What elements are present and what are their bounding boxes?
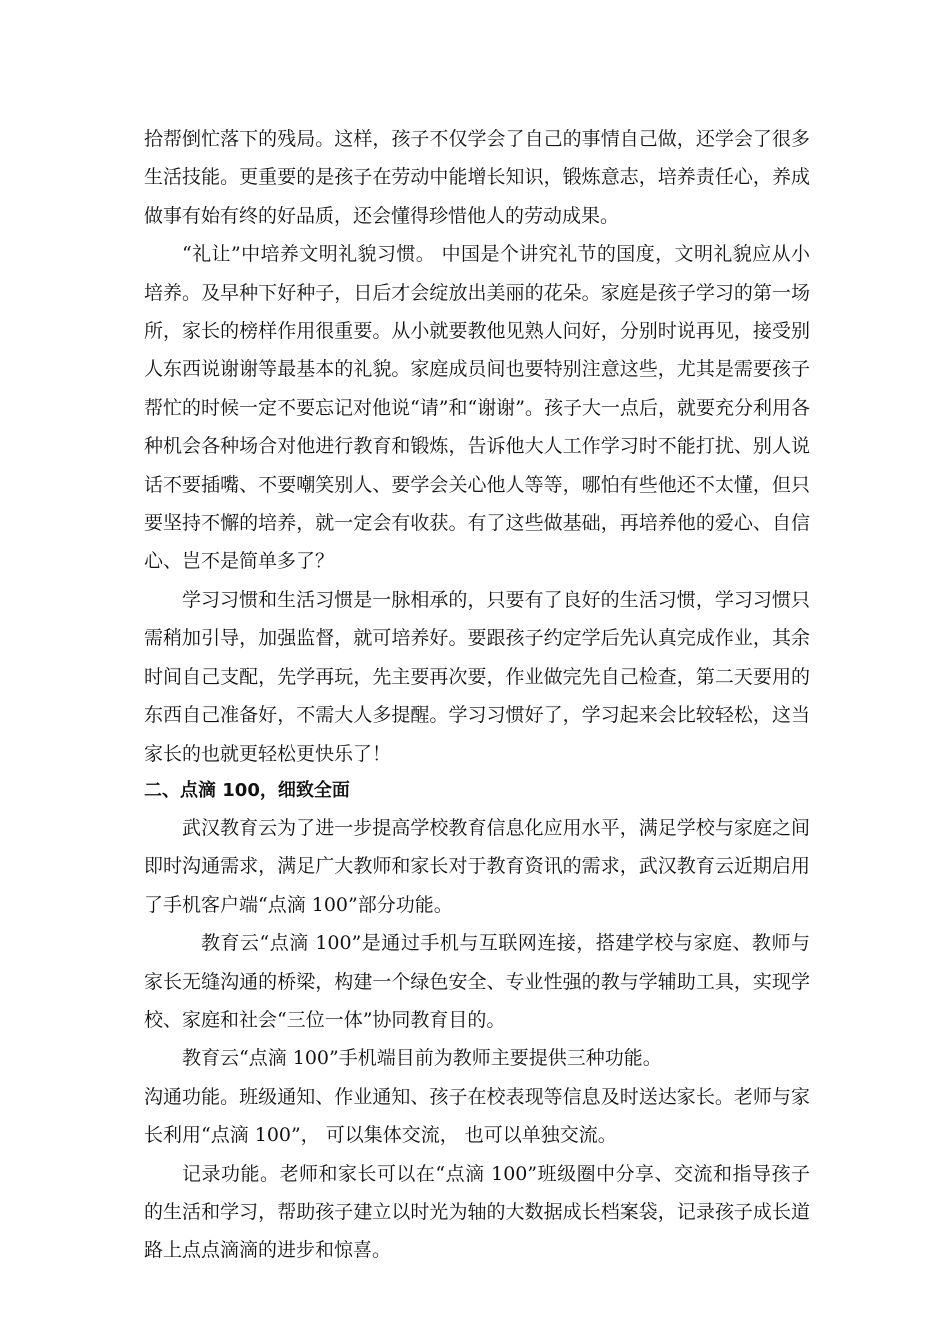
paragraph-dianti100-intro: 教育云“点滴 100”是通过手机与互联网连接，搭建学校与家庭、教师与家长无缝沟通的桥梁，构建一个绿色安全、专业性强的教与学辅助工具，实现学校、家庭和社会“三位一体”协同教育目的。 (144, 932, 810, 1031)
section-heading: 二、点滴 100，细致全面 (144, 779, 350, 801)
paragraph-record-function: 记录功能。老师和家长可以在“点滴 100”班级圈中分享、交流和指导孩子的生活和学习，帮助孩子建立以时光为轴的大数据成长档案袋，记录孩子成长道路上点点滴滴的进步和惊喜。 (144, 1162, 810, 1262)
document-body (144, 120, 810, 1270)
paragraph-wuhan-edu-cloud: 武汉教育云为了进一步提高学校教育信息化应用水平，满足学校与家庭之间即时沟通需求，满足广大教师和家长对于教育资讯的需求，武汉教育云近期启用了手机客户端“点滴 100”部分功能。 (144, 816, 810, 916)
paragraph-courtesy-habits: “礼让”中培养文明礼貌习惯。 中国是个讲究礼节的国度，文明礼貌应从小培养。及早种下好种子，日后才会绽放出美丽的花朵。家庭是孩子学习的第一场所，家长的榜样作用很重要。从小就要教他见熟人问好，分别时说再见，接受别人东西说谢谢等最基本的礼貌。家庭成员间也要特别注意这些，尤其是需要孩子帮忙的时候一定不要忘记对他说“请”和“谢谢”。孩子大一点后，就要充分利用各种机会各种场合对他进行教育和锻炼，告诉他大人工作学习时不能打扰、别人说话不要插嘴、不要嘲笑别人、要学会关心他人等等，哪怕有些他还不太懂，但只要坚持不懈的培养，就一定会有收获。有了这些做基础，再培养他的爱心、自信心、岂不是简单多了？ (144, 243, 810, 573)
paragraph-three-functions: 教育云“点滴 100”手机端目前为教师主要提供三种功能。 (182, 1047, 662, 1070)
paragraph-communication-function: 沟通功能。班级通知、作业通知、孩子在校表现等信息及时送达家长。老师与家长利用“点滴 100”， 可以集体交流， 也可以单独交流。 (144, 1085, 810, 1147)
paragraph-study-habits: 学习习惯和生活习惯是一脉相承的，只要有了良好的生活习惯，学习习惯只需稍加引导，加强监督，就可培养好。要跟孩子约定学后先认真完成作业，其余时间自己支配，先学再玩，先主要再次要，作业做完先自己检查，第二天要用的东西自己准备好，不需大人多提醒。学习习惯好了，学习起来会比较轻松，这当家长的也就更轻松更快乐了！ (144, 588, 810, 765)
paragraph-chores-conclusion: 拾帮倒忙落下的残局。这样，孩子不仅学会了自己的事情自己做，还学会了很多生活技能。更重要的是孩子在劳动中能增长知识，锻炼意志，培养责任心，养成做事有始有终的好品质，还会懂得珍惜他人的劳动成果。 (144, 128, 810, 227)
